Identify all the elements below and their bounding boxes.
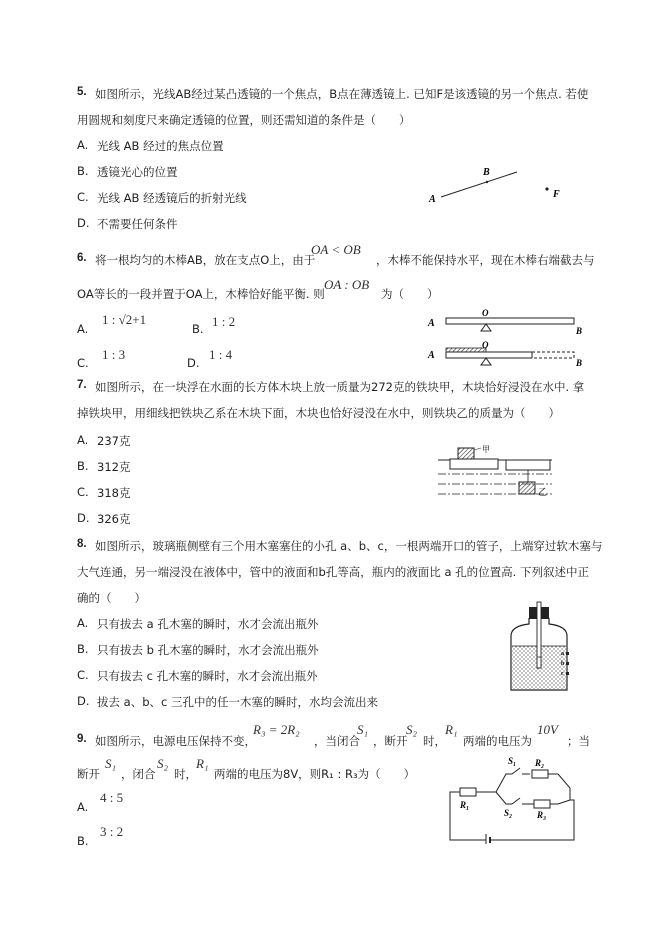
label-b: B bbox=[576, 326, 583, 336]
wire bbox=[496, 792, 512, 804]
question-number: 6. bbox=[77, 252, 87, 264]
option-letter: C. bbox=[77, 190, 89, 204]
question-text-part: 时， bbox=[423, 734, 446, 748]
option-letter: D. bbox=[77, 694, 90, 708]
fulcrum-triangle bbox=[481, 324, 491, 331]
option-letter: C. bbox=[77, 668, 89, 682]
question-text-part: 将一根均匀的木棒AB，放在支点O上，由于 bbox=[95, 253, 316, 267]
q5-light-ray-figure bbox=[425, 160, 575, 210]
option-text: 237克 bbox=[97, 434, 131, 448]
option-letter: D. bbox=[187, 356, 200, 370]
hole-b bbox=[566, 662, 569, 665]
option-letter: C. bbox=[77, 485, 89, 499]
hole-a bbox=[566, 652, 569, 655]
question-text-line: 确的（ ） bbox=[77, 591, 146, 605]
question-text-part: 两端的电压为8V，则R₁ : R₃为（ ） bbox=[214, 767, 416, 781]
option-text: 只有拔去 c 孔木塞的瞬时，水才会流出瓶外 bbox=[97, 669, 318, 683]
q9-circuit-figure bbox=[446, 752, 586, 844]
math-symbol: R₁ bbox=[196, 756, 209, 771]
math-expression: R₃ = 2R₂ bbox=[253, 722, 300, 737]
open-tube bbox=[537, 602, 541, 668]
switch-s1 bbox=[512, 768, 520, 774]
question-text-line: 如图所示，在一块浮在水面的长方体木块上放一质量为272克的铁块甲，木块恰好浸没在水中. 拿 bbox=[95, 380, 585, 394]
option-math: 1 : 4 bbox=[209, 347, 233, 362]
option-letter: A. bbox=[77, 322, 89, 336]
option-letter: B. bbox=[77, 459, 89, 473]
question-number: 7. bbox=[77, 379, 87, 391]
label-b: b bbox=[561, 661, 565, 667]
question-text-part: 两端的电压为 bbox=[463, 734, 532, 748]
question-text-line: 如图所示，玻璃瓶侧壁有三个用木塞塞住的小孔 a、b、c，一根两端开口的管子，上端穿过软木塞与 bbox=[95, 539, 603, 553]
resistor-r3 bbox=[534, 800, 550, 808]
fulcrum-triangle bbox=[481, 358, 491, 365]
question-text-part: 断开 bbox=[77, 767, 100, 781]
question-number: 8. bbox=[77, 538, 87, 550]
label-r2: R₂ bbox=[535, 758, 545, 768]
option-text: 不需要任何条件 bbox=[97, 217, 178, 231]
point-b bbox=[486, 181, 488, 183]
question-text-part: ；当 bbox=[567, 734, 590, 748]
question-text-part: ，断开 bbox=[373, 734, 408, 748]
label-f: F bbox=[553, 189, 560, 200]
option-letter: A. bbox=[77, 138, 89, 152]
question-text-part: ，木棒不能保持水平，现在木棒右端截去与 bbox=[376, 253, 595, 267]
option-text: 只有拔去 b 孔木塞的瞬时，水才会流出瓶外 bbox=[97, 643, 319, 657]
question-text-part: OA等长的一段并置于OA上，木棒恰好能平衡. 则 bbox=[77, 287, 325, 301]
option-letter: B. bbox=[77, 164, 89, 178]
option-math: 4 : 5 bbox=[100, 790, 124, 805]
removed-part bbox=[532, 352, 574, 358]
question-number: 5. bbox=[77, 86, 87, 98]
option-letter: B. bbox=[77, 642, 89, 656]
shortened-rod bbox=[446, 352, 532, 358]
question-text-part: ，当闭合 bbox=[314, 734, 360, 748]
iron-block-jia bbox=[458, 448, 474, 459]
label-o: O bbox=[482, 340, 489, 350]
label-s1: S₁ bbox=[508, 756, 517, 766]
focus-point-f bbox=[545, 187, 548, 190]
option-math: 1 : 2 bbox=[212, 314, 236, 329]
light-ray-line bbox=[441, 172, 517, 197]
option-text: 拔去 a、b、c 三孔中的任一木塞的瞬时，水均会流出来 bbox=[97, 695, 378, 709]
option-text: 光线 AB 经透镜后的折射光线 bbox=[97, 191, 247, 205]
wood-block bbox=[506, 460, 550, 470]
option-text: 318克 bbox=[97, 486, 131, 500]
q6-lever-figure bbox=[426, 306, 588, 368]
label-s2: S₂ bbox=[504, 808, 513, 818]
option-letter: A. bbox=[77, 616, 89, 630]
option-letter: A. bbox=[77, 433, 89, 447]
label-b: B bbox=[483, 167, 490, 178]
label-jia: 甲 bbox=[482, 445, 490, 454]
switch-s2 bbox=[512, 798, 520, 804]
option-letter: D. bbox=[77, 216, 90, 230]
option-letter: C. bbox=[77, 356, 89, 370]
question-number: 9. bbox=[77, 733, 87, 745]
q7-floating-block-figure bbox=[436, 438, 554, 502]
option-letter: B. bbox=[77, 834, 89, 848]
label-a: a bbox=[561, 651, 564, 657]
question-text-part: 为（ ） bbox=[381, 287, 439, 301]
question-text-line: 掉铁块甲，用细线把铁块乙系在木块下面，木块也恰好浸没在水中，则铁块乙的质量为（ ） bbox=[77, 406, 560, 420]
label-c: c bbox=[561, 671, 564, 677]
question-text-part: 时， bbox=[174, 767, 197, 781]
cut-piece bbox=[446, 348, 486, 352]
option-letter: A. bbox=[77, 800, 89, 814]
option-text: 透镜光心的位置 bbox=[97, 165, 178, 179]
wood-block bbox=[450, 459, 498, 469]
math-ratio: OA : OB bbox=[324, 277, 370, 292]
math-inequality: OA < OB bbox=[311, 242, 361, 257]
option-math: 3 : 2 bbox=[100, 824, 124, 839]
option-text: 只有拔去 a 孔木塞的瞬时，水才会流出瓶外 bbox=[97, 617, 319, 631]
iron-block-yi bbox=[519, 482, 535, 494]
label-a: A bbox=[428, 318, 435, 329]
option-text: 312克 bbox=[97, 460, 131, 474]
hole-c bbox=[566, 672, 569, 675]
math-symbol: S₁ bbox=[357, 722, 369, 737]
wooden-rod bbox=[446, 318, 574, 324]
label-r3: R₃ bbox=[537, 810, 547, 820]
question-text-part: 如图所示，电源电压保持不变， bbox=[95, 734, 256, 748]
math-value: 10V bbox=[537, 722, 558, 737]
label-a: A bbox=[429, 194, 436, 205]
math-symbol: S₂ bbox=[406, 722, 418, 737]
question-text-part: ，闭合 bbox=[121, 767, 156, 781]
wire bbox=[490, 800, 574, 840]
math-symbol: R₁ bbox=[445, 722, 458, 737]
wire bbox=[558, 774, 570, 800]
label-yi: 乙 bbox=[538, 487, 548, 497]
option-letter: B. bbox=[192, 322, 204, 336]
option-text: 326克 bbox=[97, 512, 131, 526]
option-math: 1 : √2+1 bbox=[102, 312, 147, 327]
resistor-r1 bbox=[460, 788, 476, 796]
resistor-r2 bbox=[532, 770, 548, 778]
label-o: O bbox=[482, 308, 489, 318]
label-a: A bbox=[428, 350, 435, 361]
option-letter: D. bbox=[77, 511, 90, 525]
math-symbol: S₁ bbox=[105, 756, 117, 771]
option-text: 光线 AB 经过的焦点位置 bbox=[97, 139, 224, 153]
label-b: B bbox=[576, 358, 583, 368]
label-r1: R₁ bbox=[460, 800, 470, 810]
math-symbol: S₂ bbox=[157, 756, 169, 771]
question-text-line: 大气连通，另一端浸没在液体中，管中的液面和b孔等高，瓶内的液面比 a 孔的位置高. 下列叙述中正 bbox=[77, 565, 589, 579]
wire bbox=[496, 774, 512, 792]
question-text-line: 用圆规和刻度尺来确定透镜的位置，则还需知道的条件是（ ） bbox=[77, 113, 411, 127]
wire bbox=[558, 800, 570, 804]
q8-bottle-figure bbox=[505, 600, 573, 692]
question-text-line: 如图所示，光线AB经过某凸透镜的一个焦点，B点在薄透镜上. 已知F是该透镜的另一个焦点. 若使 bbox=[95, 87, 589, 101]
option-math: 1 : 3 bbox=[102, 347, 126, 362]
